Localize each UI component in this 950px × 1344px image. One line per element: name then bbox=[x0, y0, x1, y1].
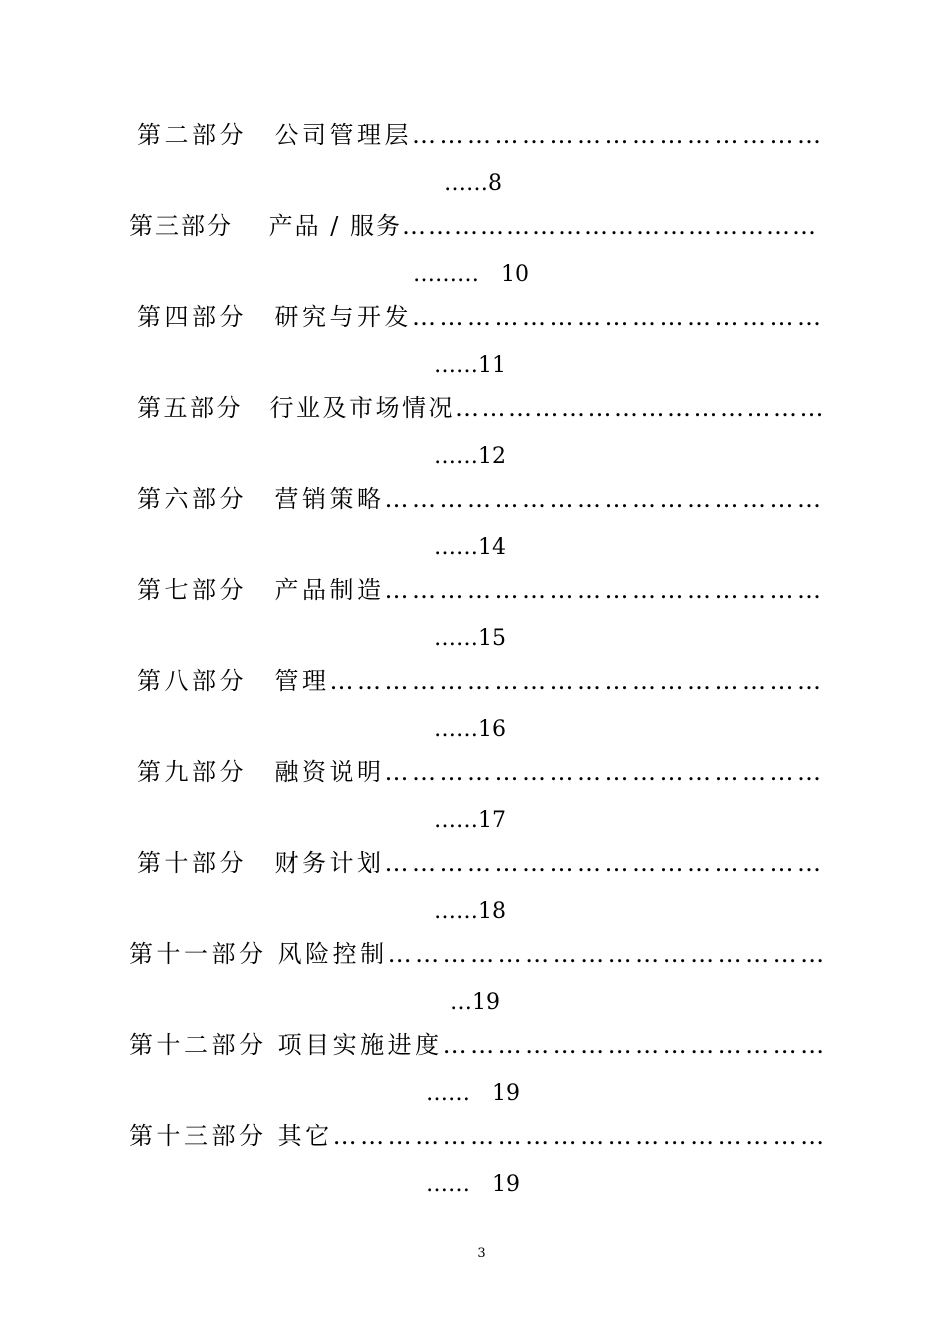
toc-entry-page: …19 bbox=[450, 990, 500, 1015]
toc-entry-page: …… 19 bbox=[426, 1081, 520, 1106]
toc-entry-title: 第二部分 公司管理层……………………………………… bbox=[137, 121, 825, 149]
toc-entry-title: 第十三部分 其它……………………………………………… bbox=[129, 1122, 828, 1150]
toc-entry-page: …… 19 bbox=[426, 1172, 520, 1197]
toc-entry-title: 第九部分 融资说明………………………………………… bbox=[137, 758, 825, 786]
toc-entry-page: ……12 bbox=[434, 444, 506, 469]
toc-entry-page: ……11 bbox=[434, 353, 506, 378]
toc-entry-title: 第六部分 营销策略………………………………………… bbox=[137, 485, 825, 513]
toc-entry-title: 第八部分 管理……………………………………………… bbox=[137, 667, 825, 695]
toc-entry-title: 第十二部分 项目实施进度…………………………………… bbox=[129, 1031, 828, 1059]
page-number: 3 bbox=[477, 1246, 486, 1261]
toc-entry-title: 第四部分 研究与开发……………………………………… bbox=[137, 303, 825, 331]
toc-entry-page: ……18 bbox=[434, 899, 506, 924]
toc-entry-page: ……15 bbox=[434, 626, 506, 651]
toc-entry-page: ……… 10 bbox=[413, 262, 529, 287]
toc-entry-title: 第十一部分 风险控制………………………………………… bbox=[129, 940, 828, 968]
toc-entry-page: ……8 bbox=[444, 171, 502, 196]
toc-entry-title: 第三部分 产品 / 服务………………………………………… bbox=[129, 212, 818, 240]
toc-entry-title: 第十部分 财务计划………………………………………… bbox=[137, 849, 825, 877]
toc-entry-page: ……16 bbox=[434, 717, 506, 742]
toc-entry-page: ……17 bbox=[434, 808, 506, 833]
toc-entry-title: 第七部分 产品制造………………………………………… bbox=[137, 576, 825, 604]
toc-entry-page: ……14 bbox=[434, 535, 506, 560]
toc-entry-title: 第五部分 行业及市场情况…………………………………… bbox=[137, 394, 826, 422]
